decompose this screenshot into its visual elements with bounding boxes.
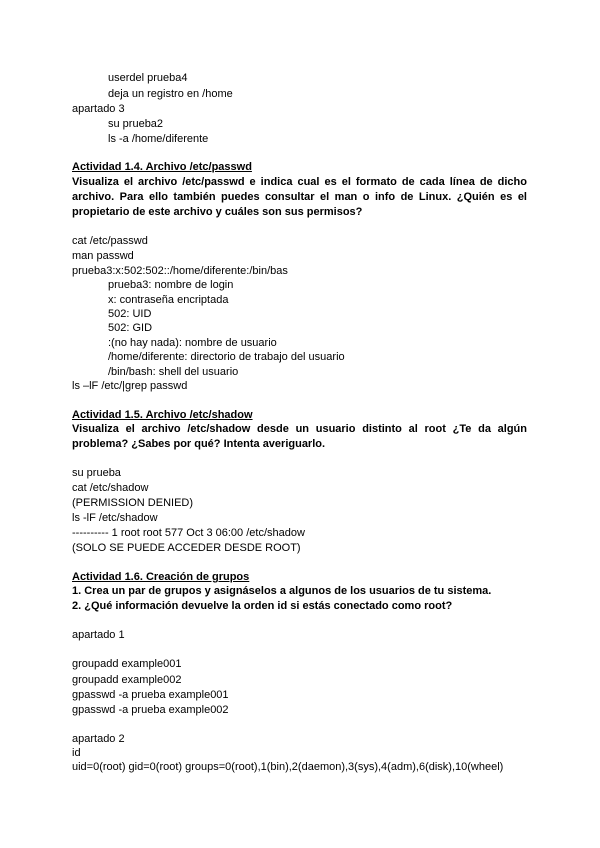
text-line: prueba3: nombre de login	[108, 279, 234, 291]
text-line: /home/diferente: directorio de trabajo del usuario	[108, 351, 345, 363]
text-line: ---------- 1 root root 577 Oct 3 06:00 /etc/shadow	[72, 527, 305, 539]
text-line: cat /etc/passwd	[72, 235, 148, 247]
text-line: gpasswd -a prueba example001	[72, 689, 229, 701]
section-question: 2. ¿Qué información devuelve la orden id si estás conectado como root?	[72, 600, 453, 612]
section-question: 1. Crea un par de grupos y asignáselos a algunos de los usuarios de tu sistema.	[72, 585, 492, 597]
section-question: Visualiza el archivo /etc/passwd e indica cual es el formato de cada línea de dicho archivo. Para ello también puedes consultar el man o info de Linux. ¿Quién es el propietario de este archivo y cuáles son sus permisos?	[72, 176, 527, 218]
text-line: ls -lF /etc/shadow	[72, 512, 158, 524]
text-line: /bin/bash: shell del usuario	[108, 366, 239, 378]
text-line: (PERMISSION DENIED)	[72, 497, 194, 509]
text-line: apartado 1	[72, 629, 125, 641]
text-line: man passwd	[72, 250, 134, 262]
text-line: id	[72, 747, 81, 759]
text-line: cat /etc/shadow	[72, 482, 149, 494]
text-line: 502: UID	[108, 308, 152, 320]
text-line: deja un registro en /home	[108, 88, 233, 100]
text-line: 502: GID	[108, 322, 153, 334]
text-line: ls -a /home/diferente	[108, 133, 209, 145]
text-line: su prueba2	[108, 118, 164, 130]
text-line: :(no hay nada): nombre de usuario	[108, 337, 277, 349]
text-line: userdel prueba4	[108, 72, 188, 84]
text-line: apartado 3	[72, 103, 125, 115]
text-line: prueba3:x:502:502::/home/diferente:/bin/bas	[72, 265, 288, 277]
text-line: gpasswd -a prueba example002	[72, 704, 229, 716]
section-title: Actividad 1.4. Archivo /etc/passwd	[72, 161, 252, 173]
section-title: Actividad 1.6. Creación de grupos	[72, 571, 250, 583]
text-line: x: contraseña encriptada	[108, 294, 229, 306]
text-line: su prueba	[72, 467, 121, 479]
text-line: (SOLO SE PUEDE ACCEDER DESDE ROOT)	[72, 542, 301, 554]
text-line: groupadd example002	[72, 674, 182, 686]
text-line: ls –lF /etc/|grep passwd	[72, 380, 188, 392]
text-line: uid=0(root) gid=0(root) groups=0(root),1(bin),2(daemon),3(sys),4(adm),6(disk),10(wheel)	[72, 761, 504, 773]
section-question: Visualiza el archivo /etc/shadow desde un usuario distinto al root ¿Te da algún problema? ¿Sabes por qué? Intenta averiguarlo.	[72, 423, 527, 450]
text-line: groupadd example001	[72, 658, 182, 670]
text-line: apartado 2	[72, 733, 125, 745]
section-title: Actividad 1.5. Archivo /etc/shadow	[72, 409, 253, 421]
